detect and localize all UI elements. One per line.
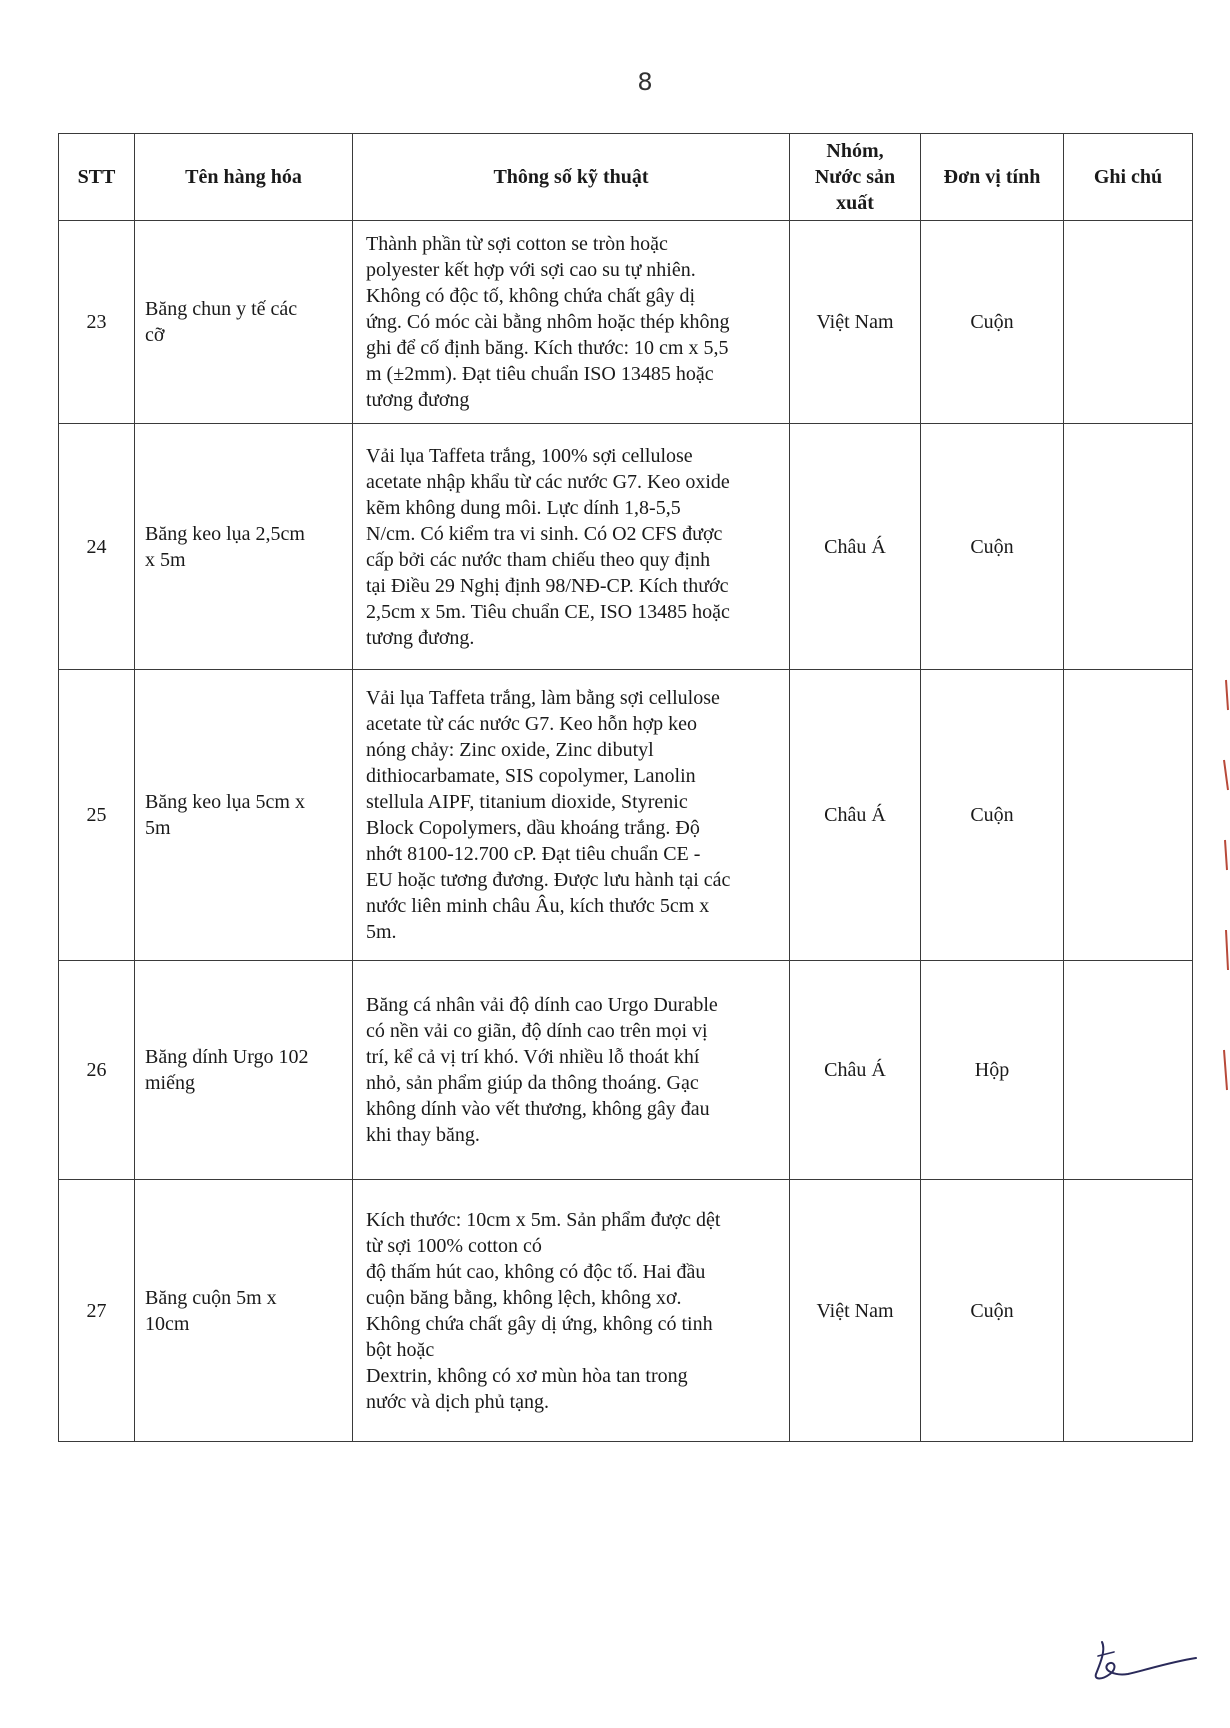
- row-name-line: Băng keo lụa 5cm x: [145, 791, 305, 813]
- row-name-line: cỡ: [145, 324, 165, 346]
- spec-line: bột hoặc: [366, 1338, 435, 1361]
- spec-line: stellula AIPF, titanium dioxide, Styrenic: [366, 791, 688, 813]
- spec-line: acetate từ các nước G7. Keo hỗn hợp keo: [366, 713, 698, 735]
- row-name-line: 10cm: [145, 1312, 190, 1335]
- row-note: [1064, 424, 1193, 670]
- spec-line: tương đương.: [366, 626, 475, 649]
- row-name-line: Băng chun y tế các: [145, 298, 298, 320]
- spec-line: Kích thước: 10cm x 5m. Sản phẩm được dệt: [366, 1208, 721, 1231]
- row-name-line: miếng: [145, 1072, 195, 1094]
- spec-line: nhớt 8100-12.700 cP. Đạt tiêu chuẩn CE -: [366, 843, 701, 865]
- header-origin-line: xuất: [836, 192, 874, 214]
- table-row: [59, 961, 1193, 1180]
- row-origin: Việt Nam: [790, 1180, 921, 1442]
- row-unit: Hộp: [921, 961, 1064, 1180]
- row-name-line: Băng keo lụa 2,5cm: [145, 522, 305, 545]
- row-name: [135, 1180, 353, 1442]
- spec-line: ghi để cố định băng. Kích thước: 10 cm x 5,5: [366, 337, 729, 359]
- header-spec: Thông số kỹ thuật: [353, 134, 790, 221]
- table-header-row: [59, 134, 1193, 221]
- row-stt: 26: [59, 961, 135, 1180]
- spec-line: Vải lụa Taffeta trắng, 100% sợi cellulose: [366, 444, 693, 467]
- row-note: [1064, 221, 1193, 424]
- header-origin-line: Nhóm,: [826, 140, 884, 162]
- spec-line: tại Điều 29 Nghị định 98/NĐ-CP. Kích thước: [366, 574, 729, 597]
- row-name-line: x 5m: [145, 548, 186, 571]
- spec-line: Block Copolymers, dầu khoáng trắng. Độ: [366, 817, 700, 839]
- spec-line: có nền vải co giãn, độ dính cao trên mọi vị: [366, 1020, 708, 1042]
- row-note: [1064, 1180, 1193, 1442]
- spec-line: cuộn băng bằng, không lệch, không xơ.: [366, 1286, 682, 1309]
- spec-line: m (±2mm). Đạt tiêu chuẩn ISO 13485 hoặc: [366, 363, 714, 385]
- row-name: [135, 221, 353, 424]
- row-name: [135, 670, 353, 961]
- table-row: [59, 1180, 1193, 1442]
- spec-line: Băng cá nhân vải độ dính cao Urgo Durable: [366, 994, 718, 1016]
- row-origin: Châu Á: [790, 424, 921, 670]
- spec-line: cấp bởi các nước tham chiếu theo quy định: [366, 548, 711, 571]
- row-spec: [353, 1180, 790, 1442]
- spec-line: acetate nhập khẩu từ các nước G7. Keo oxide: [366, 470, 730, 493]
- spec-line: nước liên minh châu Âu, kích thước 5cm x: [366, 895, 710, 917]
- table-row: [59, 670, 1193, 961]
- spec-line: từ sợi 100% cotton có: [366, 1234, 542, 1257]
- header-unit: Đơn vị tính: [921, 134, 1064, 221]
- spec-line: Vải lụa Taffeta trắng, làm bằng sợi cellulose: [366, 687, 720, 709]
- row-spec: [353, 670, 790, 961]
- row-name-line: Băng dính Urgo 102: [145, 1046, 309, 1068]
- spec-line: kẽm không dung môi. Lực dính 1,8-5,5: [366, 496, 681, 519]
- spec-line: dithiocarbamate, SIS copolymer, Lanolin: [366, 765, 696, 787]
- row-unit: Cuộn: [921, 424, 1064, 670]
- header-note: Ghi chú: [1064, 134, 1193, 221]
- row-name: [135, 961, 353, 1180]
- spec-line: nước và dịch phủ tạng.: [366, 1390, 550, 1413]
- spec-line: 5m.: [366, 921, 397, 943]
- page-number: 8: [637, 68, 653, 96]
- header-stt: STT: [59, 134, 135, 221]
- header-origin: [790, 134, 921, 221]
- row-unit: Cuộn: [921, 670, 1064, 961]
- spec-line: trí, kể cả vị trí khó. Với nhiều lỗ thoát khí: [366, 1046, 700, 1068]
- spec-line: Không chứa chất gây dị ứng, không có tinh: [366, 1312, 713, 1335]
- table-row: [59, 221, 1193, 424]
- spec-line: Thành phần từ sợi cotton se tròn hoặc: [366, 233, 668, 255]
- edge-stamp-mark: [1222, 670, 1230, 1150]
- spec-line: tương đương: [366, 389, 470, 411]
- spec-line: 2,5cm x 5m. Tiêu chuẩn CE, ISO 13485 hoặc: [366, 600, 730, 623]
- row-stt: 25: [59, 670, 135, 961]
- header-origin-line: Nước sản: [814, 166, 896, 188]
- row-note: [1064, 670, 1193, 961]
- row-origin: Châu Á: [790, 961, 921, 1180]
- spec-line: nhỏ, sản phẩm giúp da thông thoáng. Gạc: [366, 1072, 699, 1094]
- row-unit: Cuộn: [921, 1180, 1064, 1442]
- row-name-line: 5m: [145, 817, 171, 839]
- spec-line: Không có độc tố, không chứa chất gây dị: [366, 285, 696, 307]
- spec-line: ứng. Có móc cài bằng nhôm hoặc thép không: [366, 311, 730, 333]
- signature-mark: [1084, 1630, 1204, 1690]
- row-spec: [353, 961, 790, 1180]
- row-stt: 27: [59, 1180, 135, 1442]
- row-spec: [353, 221, 790, 424]
- spec-line: khi thay băng.: [366, 1124, 480, 1146]
- row-stt: 23: [59, 221, 135, 424]
- spec-line: Dextrin, không có xơ mùn hòa tan trong: [366, 1364, 688, 1387]
- row-unit: Cuộn: [921, 221, 1064, 424]
- spec-line: độ thấm hút cao, không có độc tố. Hai đầu: [366, 1260, 706, 1283]
- spec-line: polyester kết hợp với sợi cao su tự nhiên.: [366, 259, 696, 281]
- row-spec: [353, 424, 790, 670]
- table-row: [59, 424, 1193, 670]
- row-name-line: Băng cuộn 5m x: [145, 1286, 277, 1309]
- spec-line: EU hoặc tương đương. Được lưu hành tại các: [366, 869, 731, 891]
- spec-line: nóng chảy: Zinc oxide, Zinc dibutyl: [366, 739, 654, 761]
- spec-line: N/cm. Có kiểm tra vi sinh. Có O2 CFS được: [366, 522, 723, 545]
- row-note: [1064, 961, 1193, 1180]
- product-spec-table: [58, 133, 1193, 1442]
- row-stt: 24: [59, 424, 135, 670]
- row-origin: Châu Á: [790, 670, 921, 961]
- row-name: [135, 424, 353, 670]
- header-name: Tên hàng hóa: [135, 134, 353, 221]
- row-origin: Việt Nam: [790, 221, 921, 424]
- spec-line: không dính vào vết thương, không gây đau: [366, 1098, 710, 1120]
